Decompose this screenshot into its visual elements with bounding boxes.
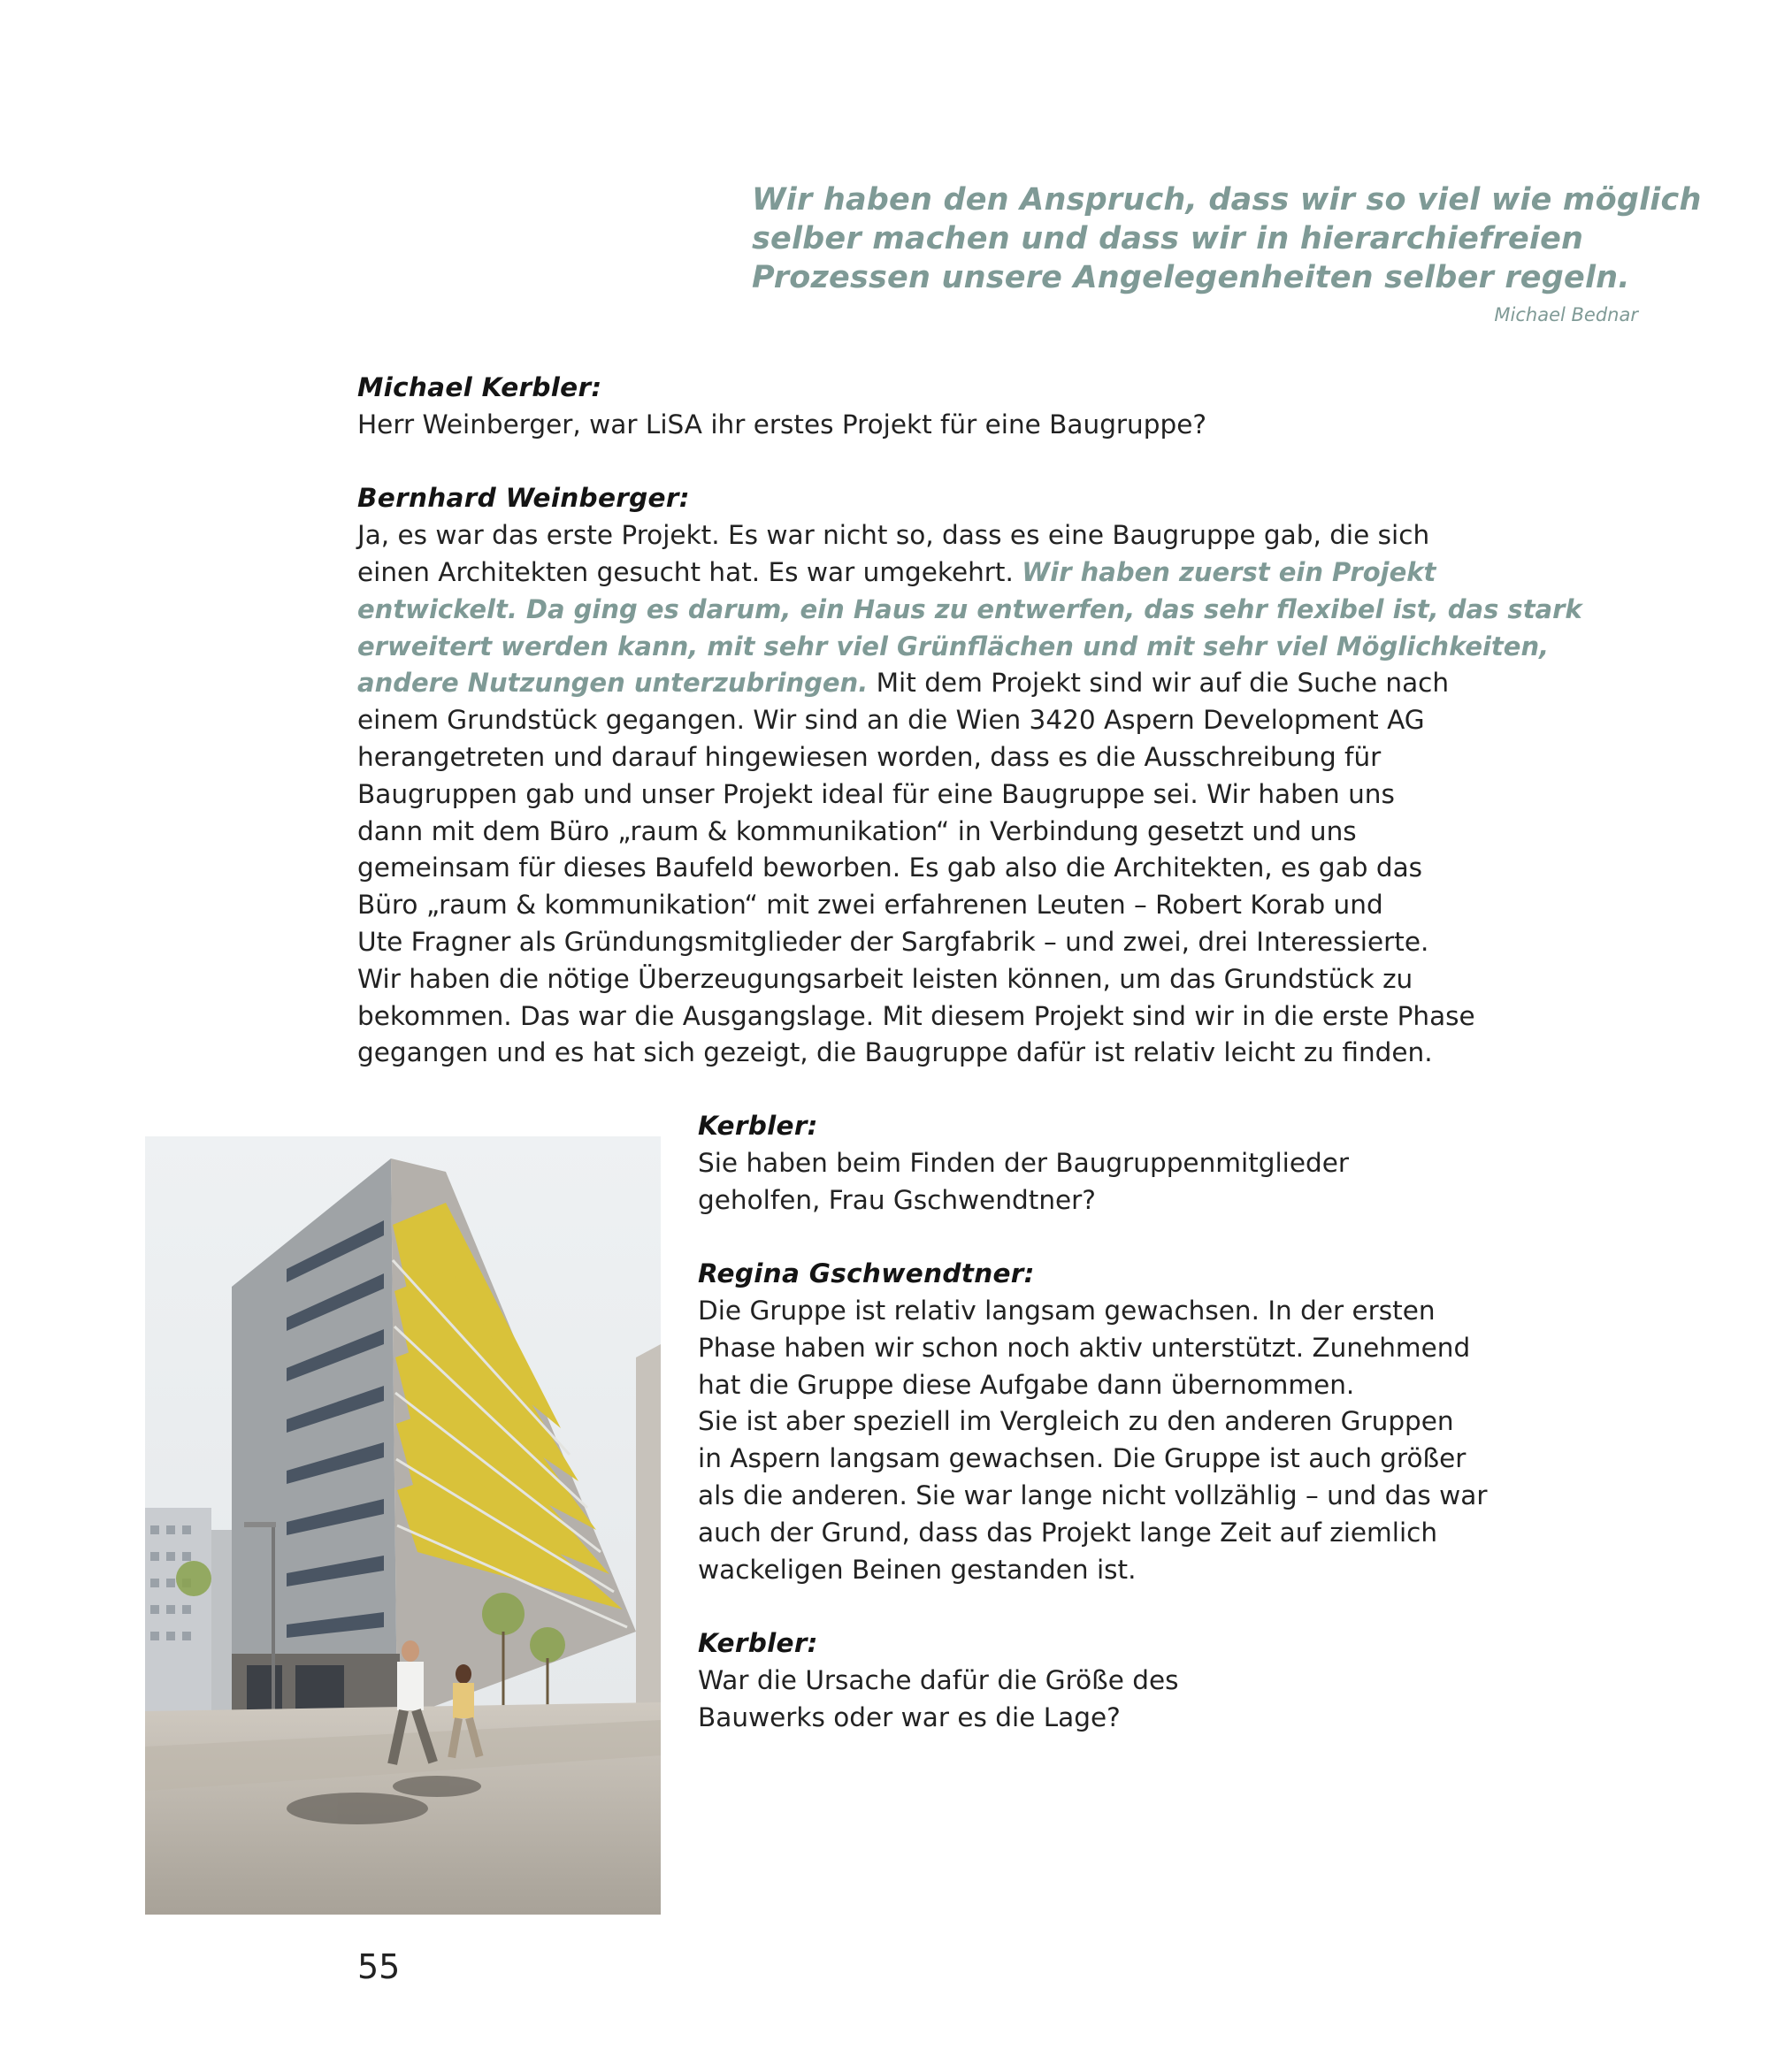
answer-text: Mit dem Projekt sind wir auf die Suche nach: [876, 668, 1450, 699]
answer-line: herangetreten und darauf hingewiesen worden, dass es die Ausschreibung für: [357, 741, 1382, 772]
answer-line: gemeinsam für dieses Baufeld beworben. Es gab also die Architekten, es gab das: [357, 853, 1423, 883]
answer-line: Baugruppen gab und unser Projekt ideal für eine Baugruppe sei. Wir haben uns: [357, 778, 1395, 809]
interview-bottom: [698, 1108, 1494, 1737]
question-line: geholfen, Frau Gschwendtner?: [698, 1184, 1096, 1215]
answer-line: Sie ist aber speziell im Vergleich zu den anderen Gruppen: [698, 1406, 1454, 1437]
answer-line: Ja, es war das erste Projekt. Es war nicht so, dass es eine Baugruppe gab, die sich: [357, 520, 1430, 551]
quote-attribution: Michael Bednar: [1494, 304, 1638, 325]
answer-line: Ute Fragner als Gründungsmitglieder der Sargfabrik – und zwei, drei Interessierte.: [357, 926, 1429, 957]
question-line: War die Ursache dafür die Größe des: [698, 1664, 1179, 1695]
answer-text: einen Architekten gesucht hat. Es war umgekehrt.: [357, 556, 1014, 587]
answer-line: Wir haben die nötige Überzeugungsarbeit leisten können, um das Grundstück zu: [357, 963, 1413, 994]
answer-line: gegangen und es hat sich gezeigt, die Baugruppe dafür ist relativ leicht zu finden.: [357, 1037, 1433, 1068]
answer-line: Büro „raum & kommunikation“ mit zwei erfahrenen Leuten – Robert Korab und: [357, 890, 1383, 921]
question-text: Herr Weinberger, war LiSA ihr erstes Projekt für eine Baugruppe?: [357, 409, 1207, 440]
question-line: Bauwerks oder war es die Lage?: [698, 1701, 1121, 1732]
speaker-name: Michael Kerbler:: [357, 372, 602, 402]
speaker-name: Kerbler:: [698, 1628, 818, 1659]
highlighted-text: erweitert werden kann, mit sehr viel Grünflächen und mit sehr viel Möglichkeiten,: [357, 631, 1550, 661]
highlighted-text: Wir haben zuerst ein Projekt: [1022, 556, 1436, 587]
answer-line: als die anderen. Sie war lange nicht vollzählig – und das war: [698, 1479, 1488, 1510]
speaker-name: Bernhard Weinberger:: [357, 483, 690, 514]
answer-line: [357, 665, 1525, 702]
highlighted-text: entwickelt. Da ging es darum, ein Haus zu entwerfen, das sehr flexibel ist, das stark: [357, 593, 1582, 624]
building-photo: [145, 1136, 661, 1915]
page-number: 55: [357, 1947, 401, 1986]
speaker-name: Kerbler:: [698, 1111, 818, 1141]
speaker-name: Regina Gschwendtner:: [698, 1258, 1035, 1289]
pull-quote-line: selber machen und dass wir in hierarchiefreien: [752, 221, 1584, 256]
pull-quote-line: Prozessen unsere Angelegenheiten selber regeln.: [752, 260, 1630, 295]
answer-line: wackeligen Beinen gestanden ist.: [698, 1554, 1137, 1585]
answer-line: dann mit dem Büro „raum & kommunikation“ in Verbindung gesetzt und uns: [357, 815, 1357, 846]
answer-line: auch der Grund, dass das Projekt lange Zeit auf ziemlich: [698, 1517, 1438, 1548]
answer-line: hat die Gruppe diese Aufgabe dann übernommen.: [698, 1369, 1355, 1400]
answer-line: in Aspern langsam gewachsen. Die Gruppe ist auch größer: [698, 1443, 1467, 1474]
answer-line: einem Grundstück gegangen. Wir sind an die Wien 3420 Aspern Development AG: [357, 705, 1425, 736]
pull-quote-line: Wir haben den Anspruch, dass wir so viel wie möglich: [752, 182, 1702, 218]
answer-line: Phase haben wir schon noch aktiv unterstützt. Zunehmend: [698, 1332, 1471, 1363]
interview-top: [357, 370, 1582, 1072]
pull-quote: [752, 180, 1702, 297]
answer-line: Die Gruppe ist relativ langsam gewachsen. In der ersten: [698, 1295, 1436, 1326]
question-line: Sie haben beim Finden der Baugruppenmitglieder: [698, 1147, 1350, 1178]
highlighted-text: andere Nutzungen unterzubringen.: [357, 668, 869, 699]
answer-line: [357, 554, 1525, 592]
answer-line: bekommen. Das war die Ausgangslage. Mit diesem Projekt sind wir in die erste Phase: [357, 1000, 1475, 1031]
